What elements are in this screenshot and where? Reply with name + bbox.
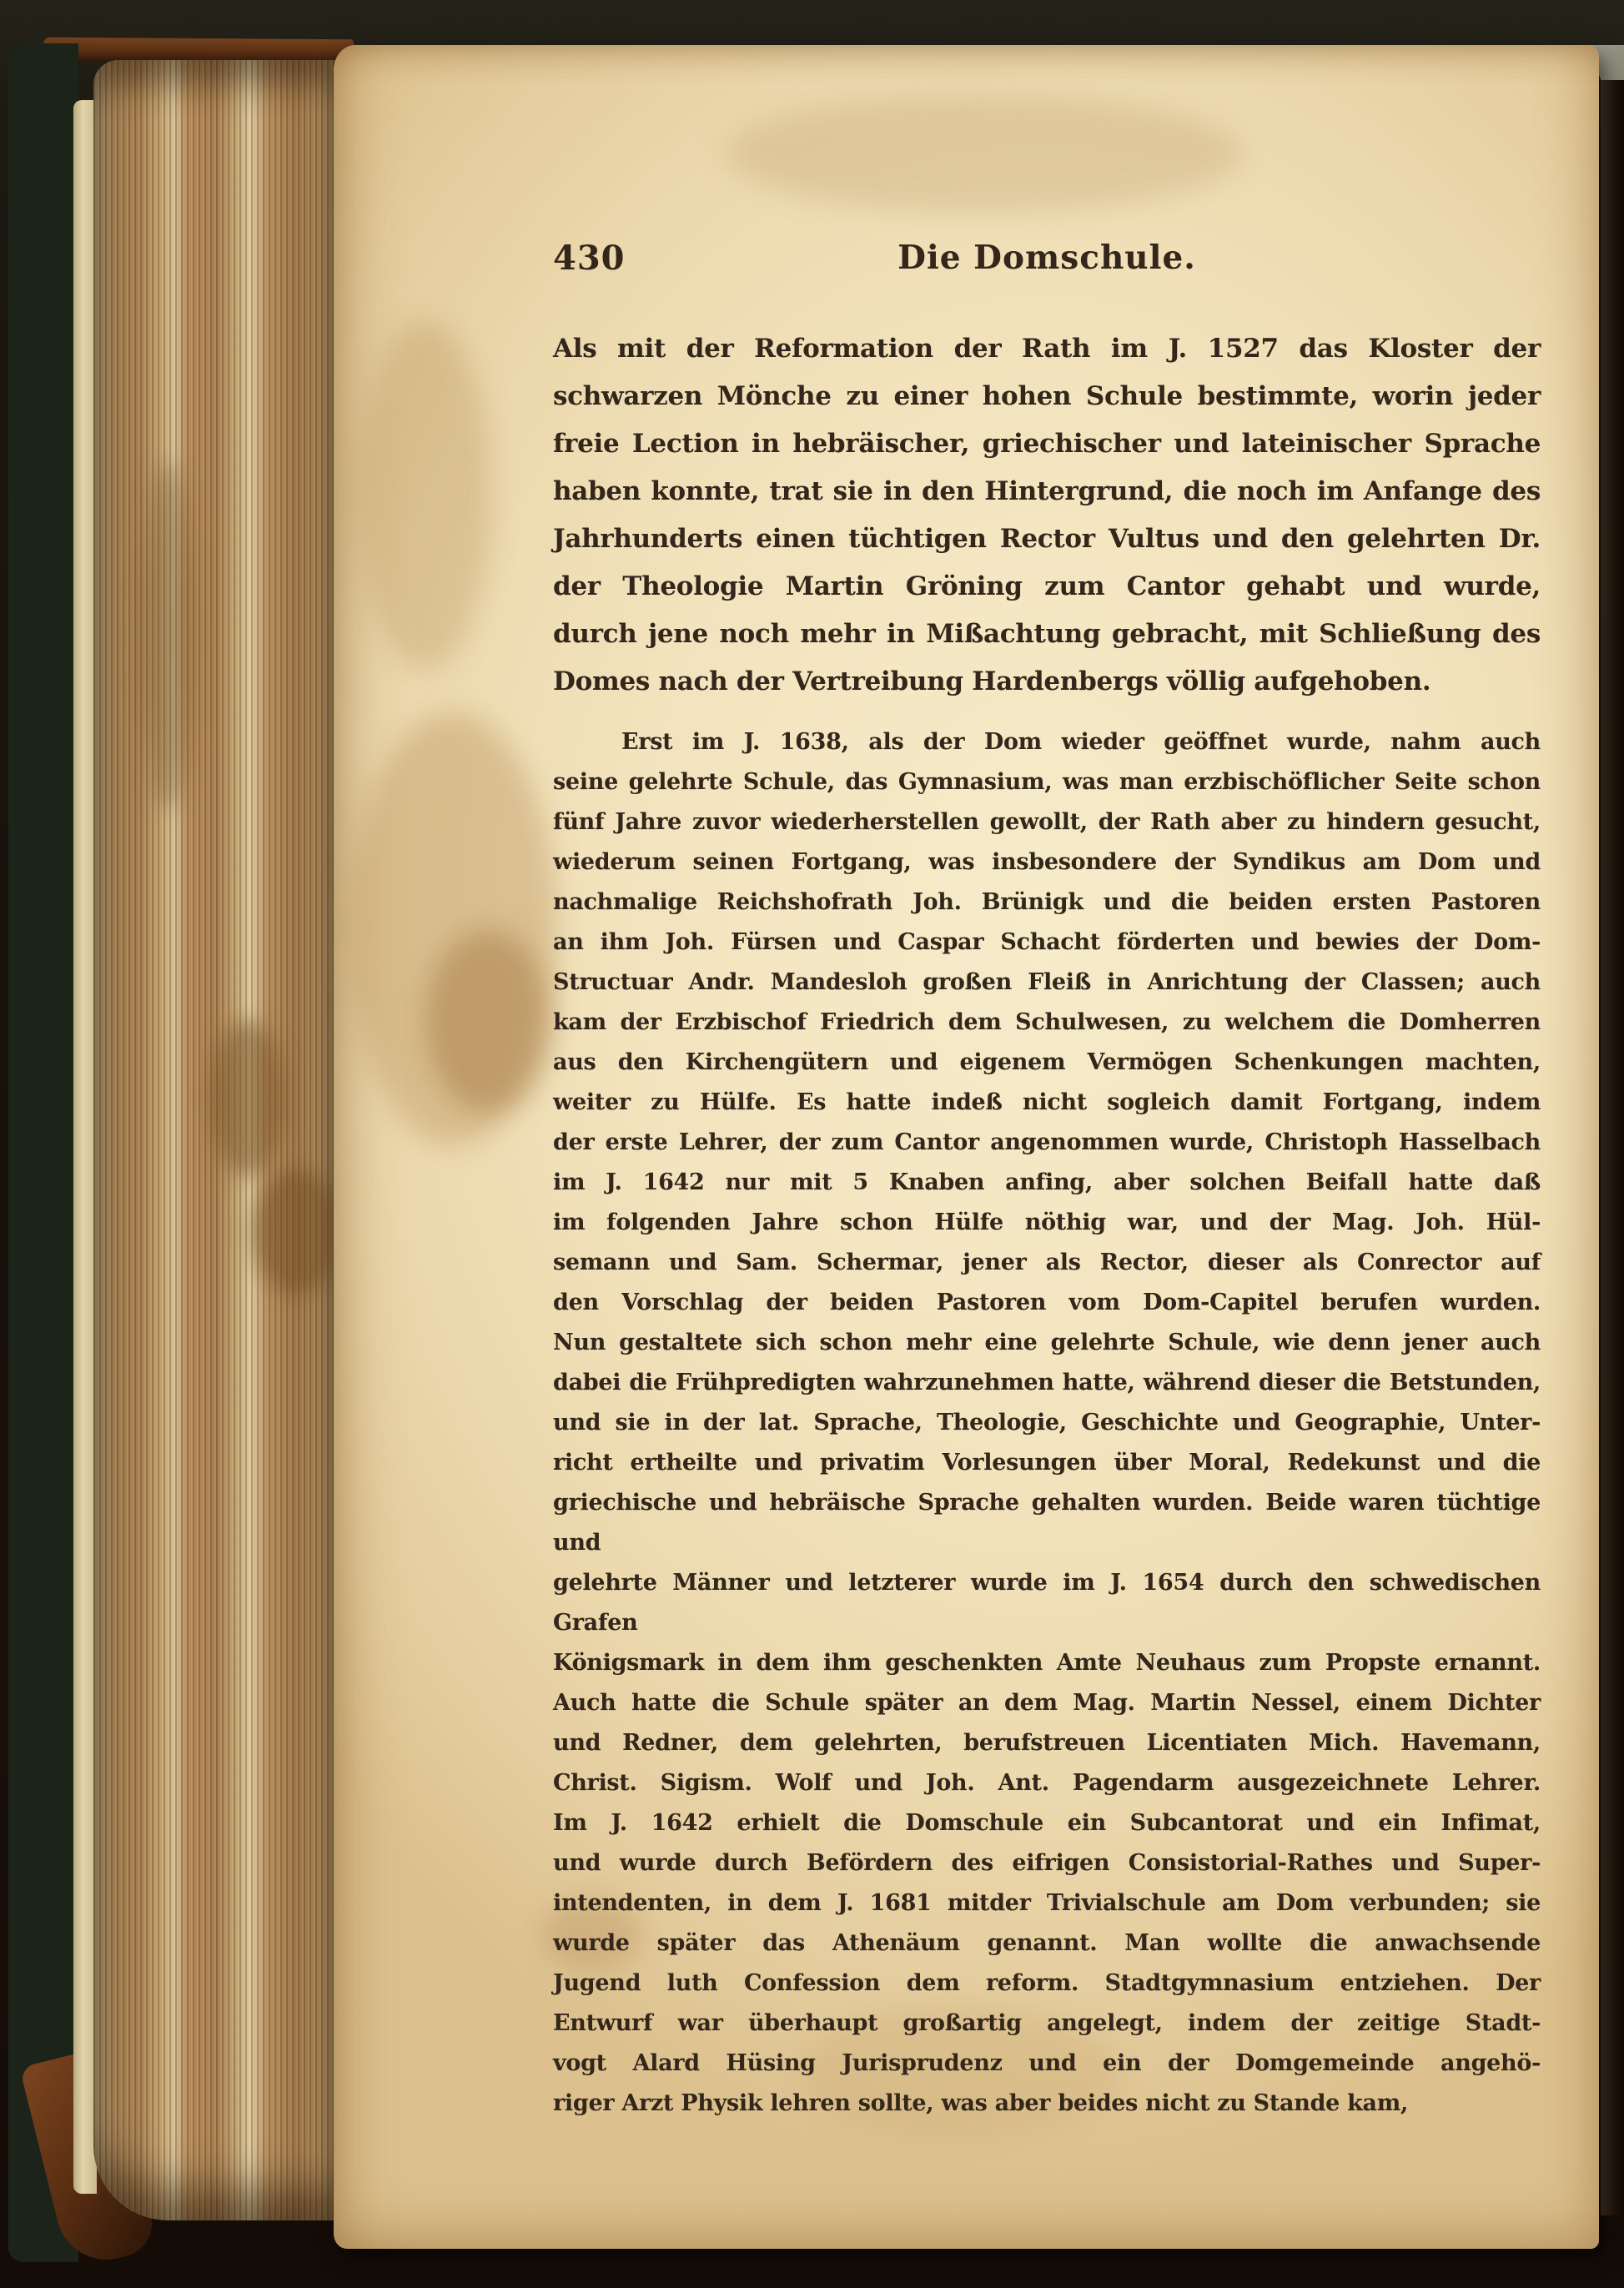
text-line: intendenten, in dem J. 1681 mitder Trivialschule am Dom verbunden; sie xyxy=(553,1890,1541,1916)
text-line: Entwurf war überhaupt großartig angelegt, indem der zeitige Stadt- xyxy=(553,2010,1541,2036)
book-page xyxy=(334,45,1599,2249)
fore-edge-stain xyxy=(252,1169,344,1295)
text-line: wiederum seinen Fortgang, was insbesondere der Syndikus am Dom und xyxy=(553,849,1541,875)
text-line: riger Arzt Physik lehren sollte, was aber beides nicht zu Stande kam, xyxy=(553,2090,1409,2116)
text-line: dabei die Frühpredigten wahrzunehmen hatte, während dieser die Betstunden, xyxy=(553,1370,1541,1395)
text-line: fünf Jahre zuvor wiederherstellen gewollt, der Rath aber zu hindern gesucht, xyxy=(553,809,1541,835)
text-line: schwarzen Mönche zu einer hohen Schule bestimmte, worin jeder xyxy=(553,381,1541,411)
text-line: im folgenden Jahre schon Hülfe nöthig war, und der Mag. Joh. Hül- xyxy=(553,1209,1541,1235)
text-line: Erst im J. 1638, als der Dom wieder geöffnet wurde, nahm auch xyxy=(621,729,1541,755)
text-line: und wurde durch Befördern des eifrigen Consistorial-Rathes und Super- xyxy=(553,1850,1541,1876)
book-cover-spine xyxy=(8,43,78,2262)
text-line: freie Lection in hebräischer, griechischer und lateinischer Sprache xyxy=(553,429,1541,459)
text-line: Im J. 1642 erhielt die Domschule ein Subcantorat und ein Infimat, xyxy=(553,1810,1541,1836)
text-line: Domes nach der Vertreibung Hardenbergs völlig aufgehoben. xyxy=(553,666,1431,696)
text-line: Jugend luth Confession dem reform. Stadtgymnasium entziehen. Der xyxy=(553,1970,1541,1996)
text-line: durch jene noch mehr in Mißachtung gebracht, mit Schließung des xyxy=(553,619,1541,649)
page-header xyxy=(553,239,1541,282)
text-line: Structuar Andr. Mandesloh großen Fleiß in Anrichtung der Classen; auch xyxy=(553,969,1541,995)
text-line: an ihm Joh. Fürsen und Caspar Schacht förderten und bewies der Dom- xyxy=(553,929,1541,955)
text-line: wurde später das Athenäum genannt. Man wollte die anwachsende xyxy=(553,1930,1541,1956)
text-line: im J. 1642 nur mit 5 Knaben anfing, aber solchen Beifall hatte daß xyxy=(553,1169,1541,1195)
page-number: 430 xyxy=(553,239,626,278)
text-line: semann und Sam. Schermar, jener als Rector, dieser als Conrector auf xyxy=(553,1250,1541,1275)
right-board-edge xyxy=(1601,80,1624,2215)
text-line: Königsmark in dem ihm geschenkten Amte Neuhaus zum Propste ernannt. xyxy=(553,1650,1541,1676)
text-line: der Theologie Martin Gröning zum Cantor gehabt und wurde, xyxy=(553,571,1541,601)
text-line: und Redner, dem gelehrten, berufstreuen Licentiaten Mich. Havemann, xyxy=(553,1730,1541,1756)
text-line: der erste Lehrer, der zum Cantor angenommen wurde, Christoph Hasselbach xyxy=(553,1129,1541,1155)
text-line: nachmalige Reichshofrath Joh. Brünigk und die beiden ersten Pastoren xyxy=(553,889,1541,915)
text-line: seine gelehrte Schule, das Gymnasium, was man erzbischöflicher Seite schon xyxy=(553,769,1541,795)
text-line: Auch hatte die Schule später an dem Mag. Martin Nessel, einem Dichter xyxy=(553,1690,1541,1716)
page-stain xyxy=(359,320,492,671)
text-line: haben konnte, trat sie in den Hintergrund, die noch im Anfange des xyxy=(553,476,1541,506)
text-line: Als mit der Reformation der Rath im J. 1527 das Kloster der xyxy=(553,334,1541,364)
running-title: Die Domschule. xyxy=(897,239,1196,277)
text-line: kam der Erzbischof Friedrich dem Schulwesen, zu welchem die Domherren xyxy=(553,1009,1541,1035)
text-line: aus den Kirchengütern und eigenem Vermögen Schenkungen machten, xyxy=(553,1049,1541,1075)
text-line: den Vorschlag der beiden Pastoren vom Dom-Capitel berufen wurden. xyxy=(553,1290,1541,1315)
page-stack-fore-edge xyxy=(93,60,339,2220)
text-line: richt ertheilte und privatim Vorlesungen über Moral, Redekunst und die xyxy=(553,1450,1541,1476)
page-stain xyxy=(726,95,1243,212)
text-line: Nun gestaltete sich schon mehr eine gelehrte Schule, wie denn jener auch xyxy=(553,1330,1541,1355)
text-line: griechische und hebräische Sprache gehalten wurden. Beide waren tüchtige und xyxy=(553,1490,1541,1556)
book-cover-top-edge xyxy=(43,38,354,63)
fore-edge-stain xyxy=(210,1019,285,1178)
page-stain xyxy=(425,929,551,1113)
text-line: vogt Alard Hüsing Jurisprudenz und ein der Domgemeinde angehö- xyxy=(553,2050,1541,2076)
text-line: weiter zu Hülfe. Es hatte indeß nicht sogleich damit Fortgang, indem xyxy=(553,1089,1541,1115)
text-line: und sie in der lat. Sprache, Theologie, Geschichte und Geographie, Unter- xyxy=(553,1410,1541,1436)
text-line: Jahrhunderts einen tüchtigen Rector Vultus und den gelehrten Dr. xyxy=(553,524,1541,554)
text-line: gelehrte Männer und letzterer wurde im J. 1654 durch den schwedischen Grafen xyxy=(553,1570,1541,1636)
paragraph-main xyxy=(553,722,1541,2124)
text-line: Christ. Sigism. Wolf und Joh. Ant. Pagendarm ausgezeichnete Lehrer. xyxy=(553,1770,1541,1796)
fore-edge-stain xyxy=(143,460,194,811)
paragraph-opening xyxy=(553,325,1541,706)
